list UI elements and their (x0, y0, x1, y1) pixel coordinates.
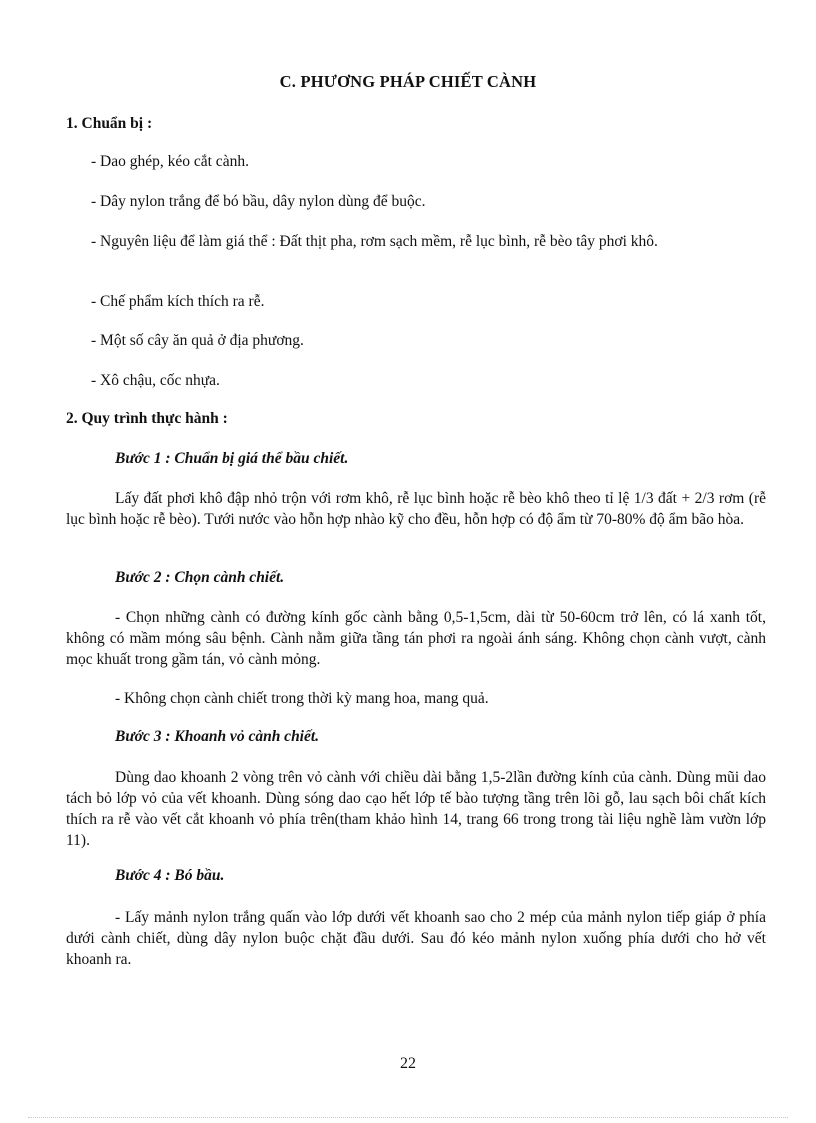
section-heading-preparation: 1. Chuẩn bị : (66, 115, 153, 132)
step-3-title: Bước 3 : Khoanh vỏ cành chiết. (115, 728, 320, 745)
page-number: 22 (400, 1055, 416, 1072)
step-1-paragraph: Lấy đất phơi khô đập nhỏ trộn với rơm khô, rễ lục bình hoặc rễ bèo khô theo tỉ lệ 1/3 đất + 2/3 rơm (rễ lục bình hoặc rễ bèo). Tưới nước vào hỗn hợp nhào kỹ cho đều, hỗn hợp có độ ẩm từ 70-80% độ ẩm bão hòa. (66, 490, 766, 528)
list-item: - Dao ghép, kéo cắt cành. (91, 153, 249, 170)
list-item: - Chế phẩm kích thích ra rễ. (91, 293, 265, 310)
list-item: - Nguyên liệu để làm giá thể : Đất thịt pha, rơm sạch mềm, rễ lục bình, rễ bèo tây phơi khô. (91, 233, 658, 250)
list-item: - Dây nylon trắng để bó bầu, dây nylon dùng để buộc. (91, 193, 426, 210)
step-2-paragraph: - Chọn những cành có đường kính gốc cành bằng 0,5-1,5cm, dài từ 50-60cm trở lên, có lá xanh tốt, không có mầm móng sâu bệnh. Cành nằm giữa tầng tán phơi ra ngoài ánh sáng. Không chọn cành vượt, cành mọc khuất trong gầm tán, vỏ cành mỏng. (66, 609, 766, 668)
section-heading-procedure: 2. Quy trình thực hành : (66, 410, 228, 427)
list-item: - Xô chậu, cốc nhựa. (91, 372, 220, 389)
step-1-title: Bước 1 : Chuẩn bị giá thể bầu chiết. (115, 450, 349, 467)
step-4-paragraph: - Lấy mảnh nylon trắng quấn vào lớp dưới vết khoanh sao cho 2 mép của mảnh nylon tiếp giáp ở phía dưới cành chiết, dùng dây nylon buộc chặt đầu dưới. Sau đó kéo mảnh nylon xuống phía dưới cho hở vết khoanh ra. (66, 909, 766, 968)
step-2-title: Bước 2 : Chọn cành chiết. (115, 569, 285, 586)
step-4-title: Bước 4 : Bó bầu. (115, 867, 225, 884)
step-2-paragraph-2: - Không chọn cành chiết trong thời kỳ mang hoa, mang quả. (115, 690, 489, 707)
page-bottom-border (28, 1117, 788, 1118)
step-3-paragraph: Dùng dao khoanh 2 vòng trên vỏ cành với chiều dài bằng 1,5-2lần đường kính của cành. Dùng mũi dao tách bỏ lớp vỏ của vết khoanh. Dùng sóng dao cạo hết lớp tế bào tượng tầng trên lõi gỗ, lau sạch bôi chất kích thích ra rễ vào vết cắt khoanh vỏ phía trên(tham khảo hình 14, trang 66 trong trong tài liệu nghề làm vườn lớp 11). (66, 769, 766, 849)
list-item: - Một số cây ăn quả ở địa phương. (91, 332, 304, 349)
page-title: C. PHƯƠNG PHÁP CHIẾT CÀNH (279, 72, 537, 91)
